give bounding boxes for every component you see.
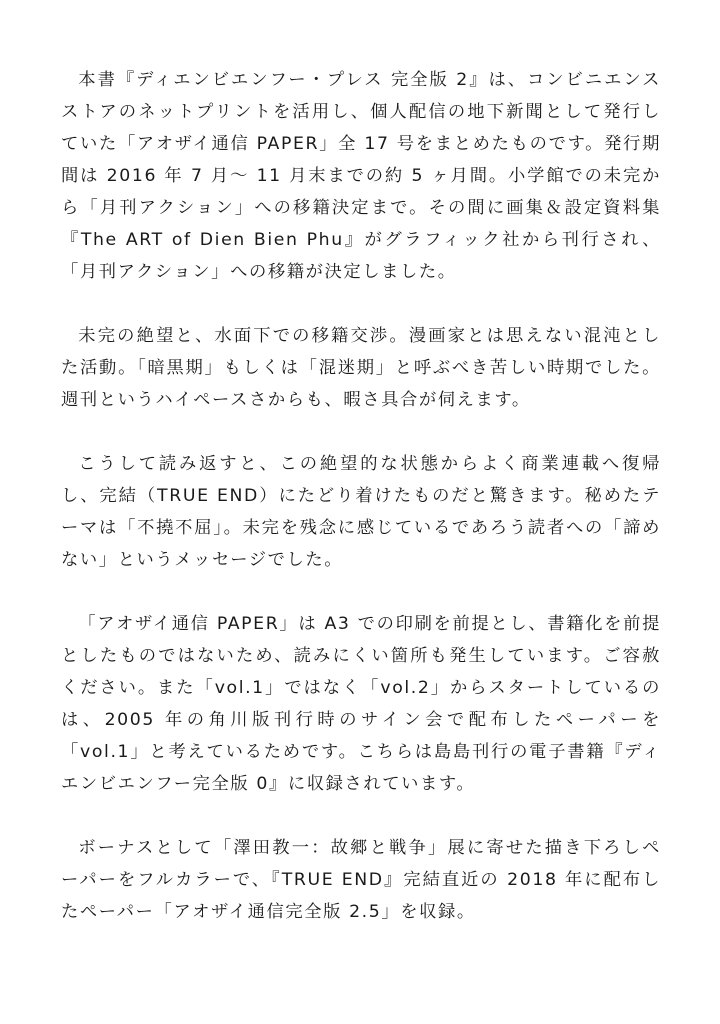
document-body	[61, 64, 661, 928]
paragraph-bonus: ボーナスとして「澤田教一：故郷と戦争」展に寄せた描き下ろしペーパーをフルカラーで、『TRUE END』完結直近の 2018 年に配布したペーパー「アオザイ通信完全版 2.5」を収録。	[61, 838, 661, 922]
paragraph-intro: 本書『ディエンビエンフー・プレス 完全版 2』は、コンビニエンスストアのネットプリントを活用し、個人配信の地下新聞として発行していた「アオザイ通信 PAPER」全 17 号をまとめたものです。発行期間は 2016 年 7 月～ 11 月末までの約 5 ヶ月間。小学館での未完から「月刊アクション」への移籍決定まで。その間に画集＆設定資料集『The ART of Dien Bien Phu』がグラフィック社から刊行され、「月刊アクション」への移籍が決定しました。	[61, 70, 661, 282]
paragraph-dark-period: 未完の絶望と、水面下での移籍交渉。漫画家とは思えない混沌とした活動。「暗黒期」もしくは「混迷期」と呼ぶべき苦しい時期でした。週刊というハイペースさからも、暇さ具合が伺えます。	[61, 326, 661, 410]
paragraph-print-notes: 「アオザイ通信 PAPER」は A3 での印刷を前提とし、書籍化を前提としたものではないため、読みにくい箇所も発生しています。ご容赦ください。また「vol.1」ではなく「vol.2」からスタートしているのは、2005 年の角川版刊行時のサイン会で配布したペーパーを「vol.1」と考えているためです。こちらは島島刊行の電子書籍『ディエンビエンフー完全版 0』に収録されています。	[61, 614, 661, 794]
paragraph-theme: こうして読み返すと、この絶望的な状態からよく商業連載へ復帰し、完結（TRUE END）にたどり着けたものだと驚きます。秘めたテーマは「不撓不屈」。未完を残念に感じているであろう読者への「諦めない」というメッセージでした。	[61, 454, 661, 570]
